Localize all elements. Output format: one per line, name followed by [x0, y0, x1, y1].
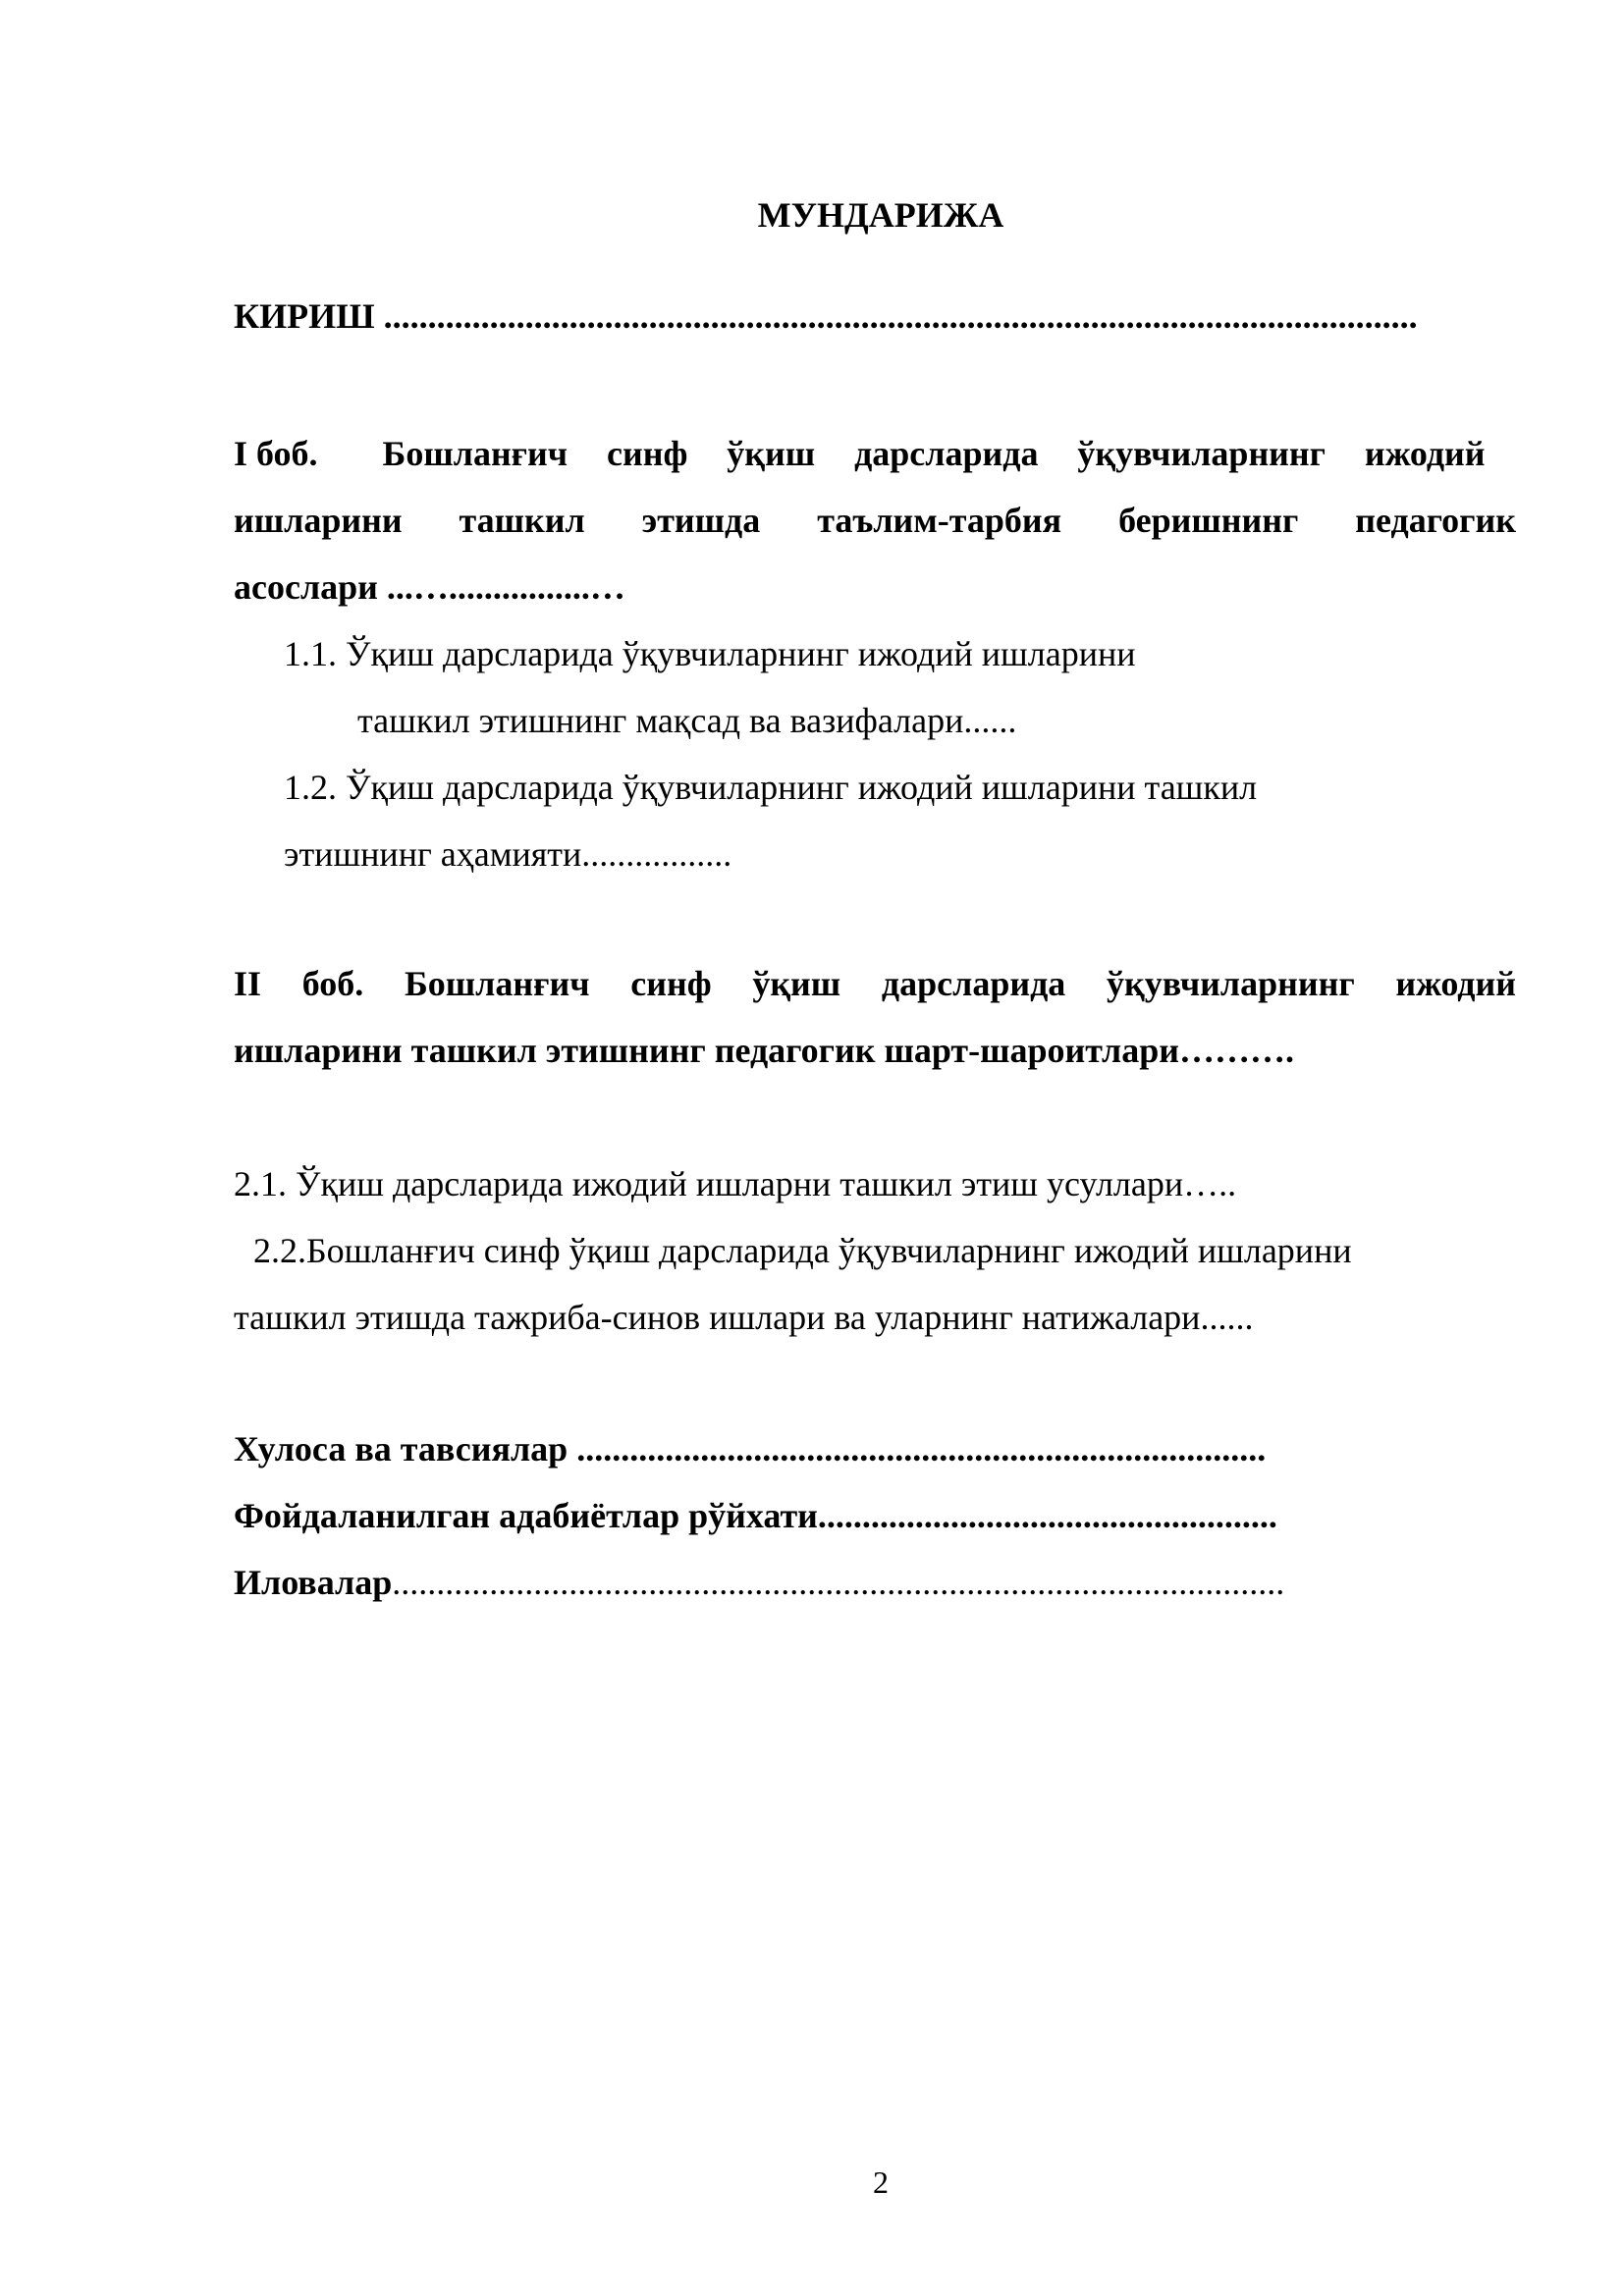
toc-chapter1-line1 — [234, 432, 1516, 475]
toc-chapter2-line1: ІІ боб. Бошланғич синф ўқиш дарсларида ўқувчиларнинг ижодий — [234, 964, 1516, 1003]
toc-chapter2-line2: ишларини ташкил этишнинг педагогик шарт-шароитлари………. — [234, 1031, 1294, 1070]
toc-chapter1-label: І боб. — [234, 434, 318, 473]
toc-appendix — [234, 1561, 1284, 1604]
toc-appendix-label: Иловалар — [234, 1563, 393, 1602]
toc-appendix-dots: ..................................................................................................... — [392, 1563, 1285, 1602]
page-number: 2 — [873, 2164, 889, 2200]
toc-intro: КИРИШ ..................................................................................................................... — [234, 296, 1418, 336]
toc-section-2-1: 2.1. Ўқиш дарсларида ижодий ишларни ташкил этиш усуллари….. — [234, 1164, 1237, 1203]
toc-section-1-1-line1: 1.1. Ўқиш дарсларида ўқувчиларнинг ижодий ишларини — [284, 634, 1136, 673]
toc-section-1-2-line2: этишнинг аҳамияти................. — [284, 834, 732, 874]
toc-chapter1-line3: асослари ...…................… — [234, 567, 625, 607]
toc-section-2-2-line1: 2.2.Бошланғич синф ўқиш дарсларида ўқувчиларнинг ижодий ишларини — [253, 1231, 1352, 1270]
toc-conclusion: Хулоса ва тавсиялар .............................................................................. — [234, 1429, 1267, 1468]
toc-section-2-2-line2: ташкил этишда тажриба-синов ишлари ва уларнинг натижалари...... — [234, 1298, 1254, 1337]
toc-section-1-1-line2: ташкил этишнинг мақсад ва вазифалари...... — [357, 701, 1017, 740]
toc-chapter1-title-part1: Бошланғич синф ўқиш дарсларида ўқувчиларнинг ижодий — [382, 434, 1486, 473]
toc-chapter1-line2: ишларини ташкил этишда таълим-тарбия беришнинг педагогик — [234, 501, 1516, 540]
page-title: МУНДАРИЖА — [757, 195, 1004, 235]
toc-section-1-2-line1: 1.2. Ўқиш дарсларида ўқувчиларнинг ижодий ишларини ташкил — [284, 768, 1258, 807]
toc-references: Фойдаланилган адабиётлар рўйхати.................................................... — [234, 1496, 1277, 1535]
